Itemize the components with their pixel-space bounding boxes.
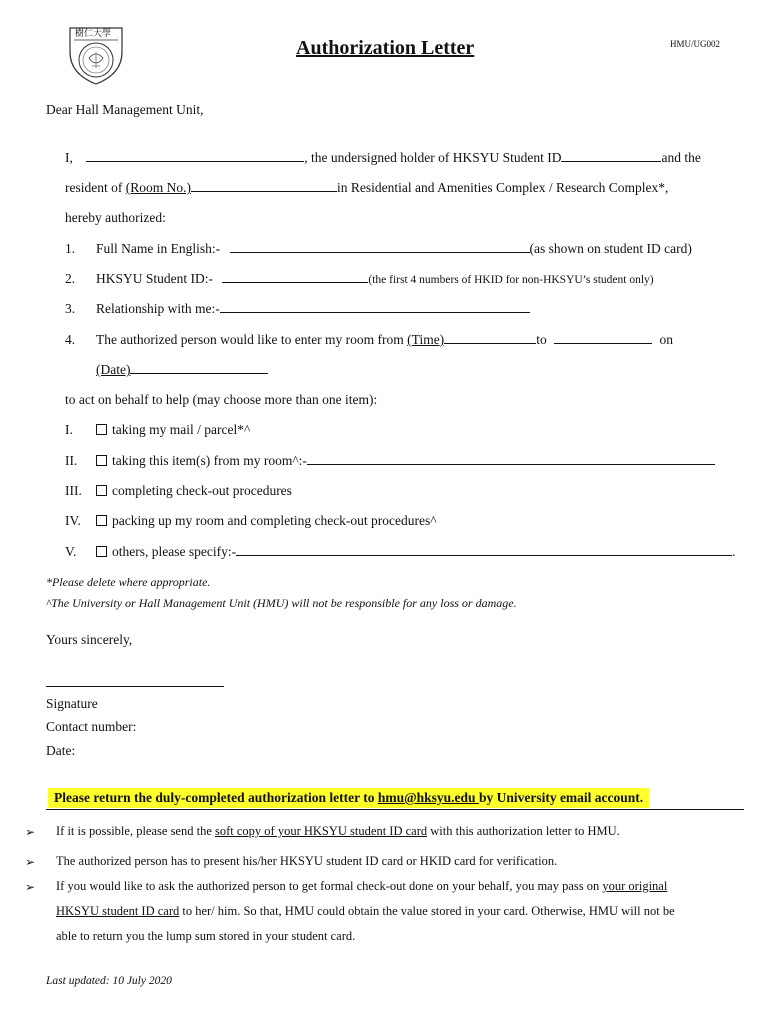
checkbox[interactable] <box>96 485 107 496</box>
checkbox[interactable] <box>96 424 107 435</box>
act-on-behalf: to act on behalf to help (may choose more than one item): <box>65 392 378 407</box>
item-2: 2. HKSYU Student ID:- (the first 4 numbers of HKID for non-HKSYU’s student only) <box>65 271 654 286</box>
notice-underline <box>46 809 744 810</box>
bullet-3-line-3: able to return you the lump sum stored in your student card. <box>56 929 356 943</box>
date-blank[interactable] <box>130 361 268 374</box>
item-4-date: (Date) <box>96 361 268 378</box>
footnote-2: ^The University or Hall Management Unit (HMU) will not be responsible for any loss or damage. <box>46 596 517 610</box>
time-to-blank[interactable] <box>554 331 652 344</box>
university-logo <box>62 22 130 86</box>
checkbox[interactable] <box>96 455 107 466</box>
bullet-3-line-2: HKSYU student ID card to her/ him. So that, HMU could obtain the value stored in your card. Otherwise, HMU will not be <box>56 904 675 918</box>
checkbox[interactable] <box>96 515 107 526</box>
room-no-blank[interactable] <box>191 179 337 192</box>
form-code: HMU/UG002 <box>670 39 721 49</box>
option-5: V. others, please specify:- . <box>65 544 736 559</box>
closing: Yours sincerely, <box>46 632 133 647</box>
item-1: 1. Full Name in English:- (as shown on student ID card) <box>65 241 692 256</box>
items-blank[interactable] <box>307 452 715 465</box>
item-3: 3. Relationship with me:- <box>65 300 530 317</box>
last-updated: Last updated: 10 July 2020 <box>46 975 172 987</box>
signature-label: Signature <box>46 696 98 711</box>
relationship-blank[interactable] <box>220 300 530 313</box>
option-4: IV. packing up my room and completing check-out procedures^ <box>65 513 437 528</box>
intro-line-1: I, , the undersigned holder of HKSYU Student ID and the <box>65 150 701 165</box>
arrow-bullet-icon: ➢ <box>25 880 36 894</box>
intro-line-2: resident of (Room No.) in Residential and Amenities Complex / Research Complex*, <box>65 180 669 195</box>
date-label: Date: <box>46 743 76 758</box>
bullet-3: If you would like to ask the authorized person to get formal check-out done on your behalf, you may pass on your original <box>56 879 668 893</box>
contact-label: Contact number: <box>46 719 137 734</box>
name-blank[interactable] <box>86 149 304 162</box>
option-3: III. completing check-out procedures <box>65 483 292 498</box>
bullet-1: If it is possible, please send the soft copy of your HKSYU student ID card with this authorization letter to HMU. <box>56 824 620 838</box>
logo-text: 樹仁大學 <box>75 29 112 39</box>
greeting: Dear Hall Management Unit, <box>46 102 204 117</box>
arrow-bullet-icon: ➢ <box>25 825 36 839</box>
footnote-1: *Please delete where appropriate. <box>46 575 211 589</box>
full-name-blank[interactable] <box>230 240 530 253</box>
item-4: 4. The authorized person would like to enter my room from (Time) to on <box>65 332 673 347</box>
time-blank[interactable] <box>444 331 536 344</box>
option-2: II. taking this item(s) from my room^:- <box>65 452 715 469</box>
email-link[interactable]: hmu@hksyu.edu <box>377 790 479 805</box>
student-id-blank[interactable] <box>561 149 661 162</box>
others-blank[interactable] <box>236 543 732 556</box>
bullet-2: The authorized person has to present his/her HKSYU student ID card or HKID card for verification. <box>56 854 558 868</box>
intro-line-3: hereby authorized: <box>65 210 166 225</box>
checkbox[interactable] <box>96 546 107 557</box>
authorized-id-blank[interactable] <box>222 270 368 283</box>
option-1: I. taking my mail / parcel*^ <box>65 422 251 437</box>
page-title: Authorization Letter <box>296 37 475 59</box>
arrow-bullet-icon: ➢ <box>25 855 36 869</box>
signature-line[interactable] <box>46 686 224 687</box>
return-notice: Please return the duly-completed authorization letter to hmu@hksyu.edu by University email account. <box>48 788 649 808</box>
